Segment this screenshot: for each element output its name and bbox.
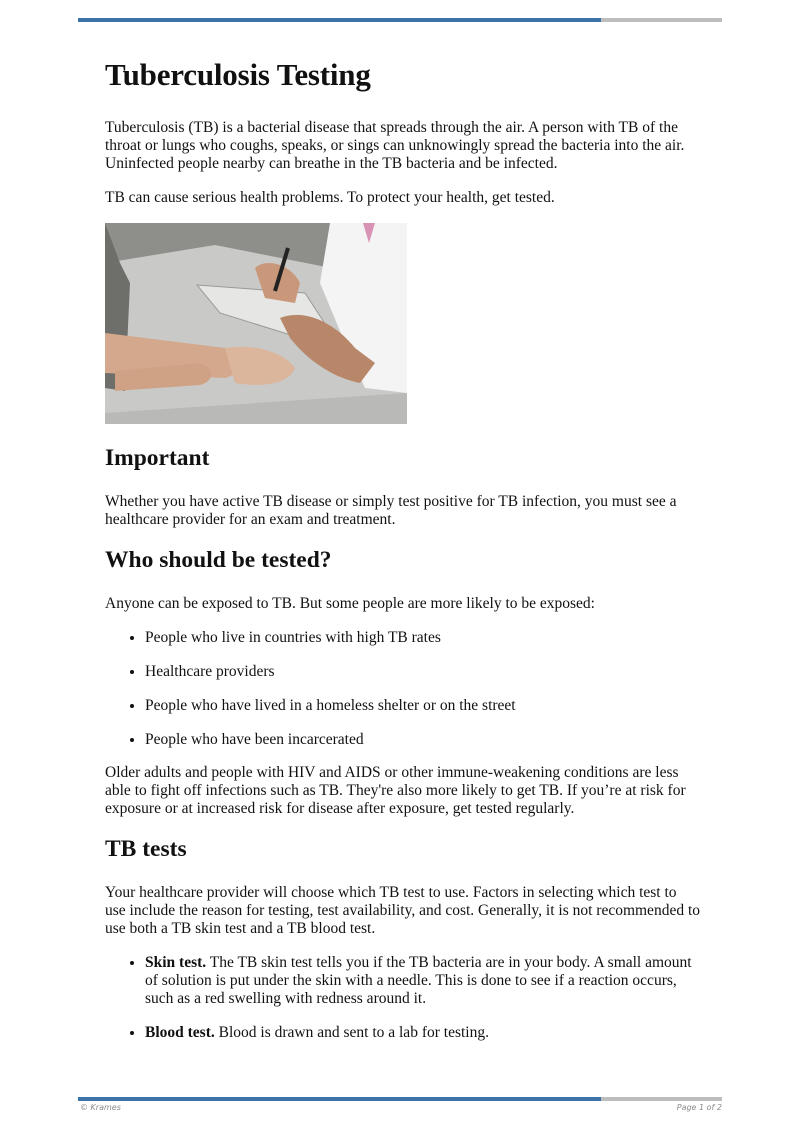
list-item-skin-test <box>145 954 700 1008</box>
progress-bar-track <box>601 1097 722 1101</box>
list-item: • People who have been incarcerated <box>145 731 700 749</box>
page-title: Tuberculosis Testing <box>105 57 371 92</box>
risk-groups-list <box>105 629 700 749</box>
who-tested-outro: Older adults and people with HIV and AIDS or other immune-weakening conditions are less able to fight off infections such as TB. They're also more likely to get TB. If you’re at risk for exposure or at increased risk for disease after exposure, get tested regularly. <box>105 764 686 817</box>
test-types-list <box>105 954 700 1042</box>
footer-copyright: © Krames <box>80 1103 121 1112</box>
list-item: • People who live in countries with high TB rates <box>145 629 700 647</box>
list-item: • People who have lived in a homeless shelter or on the street <box>145 697 700 715</box>
top-progress-bar <box>78 18 722 22</box>
doctor-patient-photo <box>105 223 407 424</box>
progress-bar-fill <box>78 1097 601 1101</box>
section-heading-who-should-be-tested: Who should be tested? <box>105 547 332 573</box>
who-tested-intro: Anyone can be exposed to TB. But some people are more likely to be exposed: <box>105 595 595 612</box>
term-label: Skin test. <box>145 954 207 971</box>
bottom-progress-bar <box>78 1097 722 1101</box>
photo-illustration <box>105 223 407 424</box>
progress-bar-fill <box>78 18 601 22</box>
important-paragraph: Whether you have active TB disease or simply test positive for TB infection, you must see a healthcare provider for an exam and treatment. <box>105 493 677 528</box>
tb-tests-intro: Your healthcare provider will choose which TB test to use. Factors in selecting which test to use include the reason for testing, test availability, and cost. Generally, it is not recommended to use both a TB skin test and a TB blood test. <box>105 884 701 937</box>
intro-paragraph: Tuberculosis (TB) is a bacterial disease that spreads through the air. A person with TB of the throat or lungs who coughs, speaks, or sings can unknowingly spread the bacteria into the air. Uninfected people nearby can breathe in the TB bacteria and be infected. <box>105 119 685 172</box>
footer-page-indicator: Page 1 of 2 <box>676 1103 722 1112</box>
term-description: The TB skin test tells you if the TB bacteria are in your body. A small amount of solution is put under the skin with a needle. This is done to see if a reaction occurs, such as a red swelling with redness around it. <box>145 954 692 1007</box>
progress-bar-track <box>601 18 722 22</box>
list-item: • Healthcare providers <box>145 663 700 681</box>
section-heading-important: Important <box>105 445 210 471</box>
section-heading-tb-tests: TB tests <box>105 836 187 862</box>
document-body <box>105 55 700 1057</box>
intro-paragraph: TB can cause serious health problems. To protect your health, get tested. <box>105 189 555 206</box>
list-item-blood-test <box>145 1024 700 1042</box>
term-description: Blood is drawn and sent to a lab for testing. <box>214 1024 489 1041</box>
term-label: Blood test. <box>145 1024 215 1041</box>
